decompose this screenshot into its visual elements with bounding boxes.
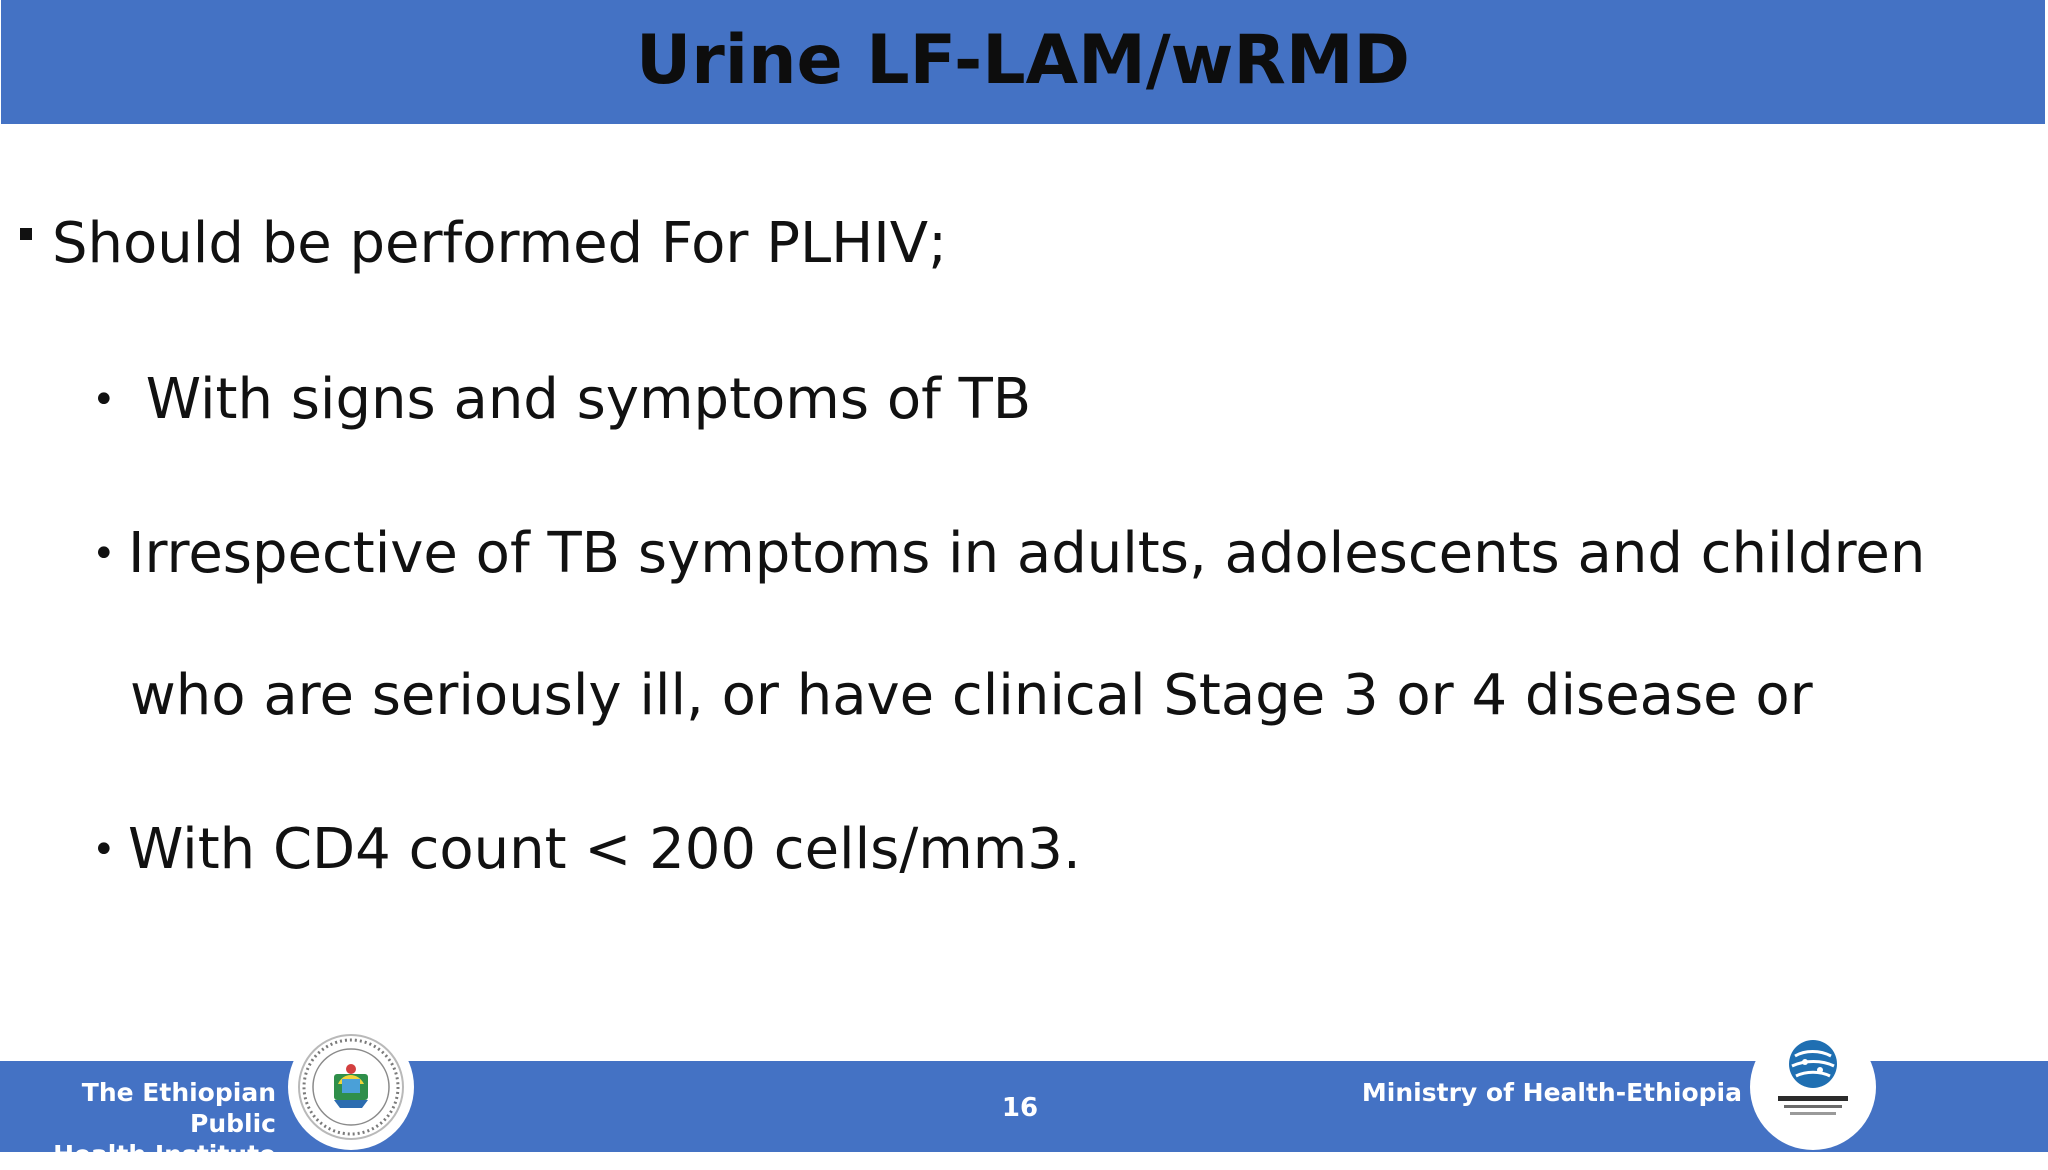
bullet-dot-icon: • bbox=[92, 827, 116, 873]
slide-title: Urine LF-LAM/wRMD bbox=[636, 20, 1410, 100]
bullet-sub-3 bbox=[92, 812, 1081, 888]
bullet-sub-2-continuation: who are seriously ill, or have clinical Stage 3 or 4 disease or bbox=[130, 663, 1813, 728]
bullet-dot-icon: • bbox=[92, 531, 116, 577]
moh-globe-icon bbox=[1750, 1024, 1876, 1150]
footer-institute bbox=[12, 1077, 276, 1170]
ephi-seal-icon bbox=[288, 1024, 414, 1150]
bullet-sub-1 bbox=[92, 362, 1031, 438]
footer-institute-line2: Health Institute bbox=[53, 1140, 276, 1169]
bullet-sub-1-text: With signs and symptoms of TB bbox=[128, 367, 1032, 432]
bullet-sub-2 bbox=[92, 516, 1925, 592]
bullet-sub-2-text: Irrespective of TB symptoms in adults, adolescents and children bbox=[128, 521, 1926, 586]
page-number: 16 bbox=[1001, 1093, 1039, 1123]
bullet-sub-3-text: With CD4 count < 200 cells/mm3. bbox=[128, 817, 1081, 882]
bullet-main-text: Should be performed For PLHIV; bbox=[52, 211, 947, 276]
footer-ministry: Ministry of Health-Ethiopia bbox=[1361, 1078, 1742, 1107]
square-bullet-icon bbox=[20, 228, 32, 240]
footer-institute-line1: The Ethiopian Public bbox=[81, 1078, 276, 1138]
bullet-dot-icon: • bbox=[92, 377, 116, 423]
bullet-main bbox=[20, 206, 947, 282]
